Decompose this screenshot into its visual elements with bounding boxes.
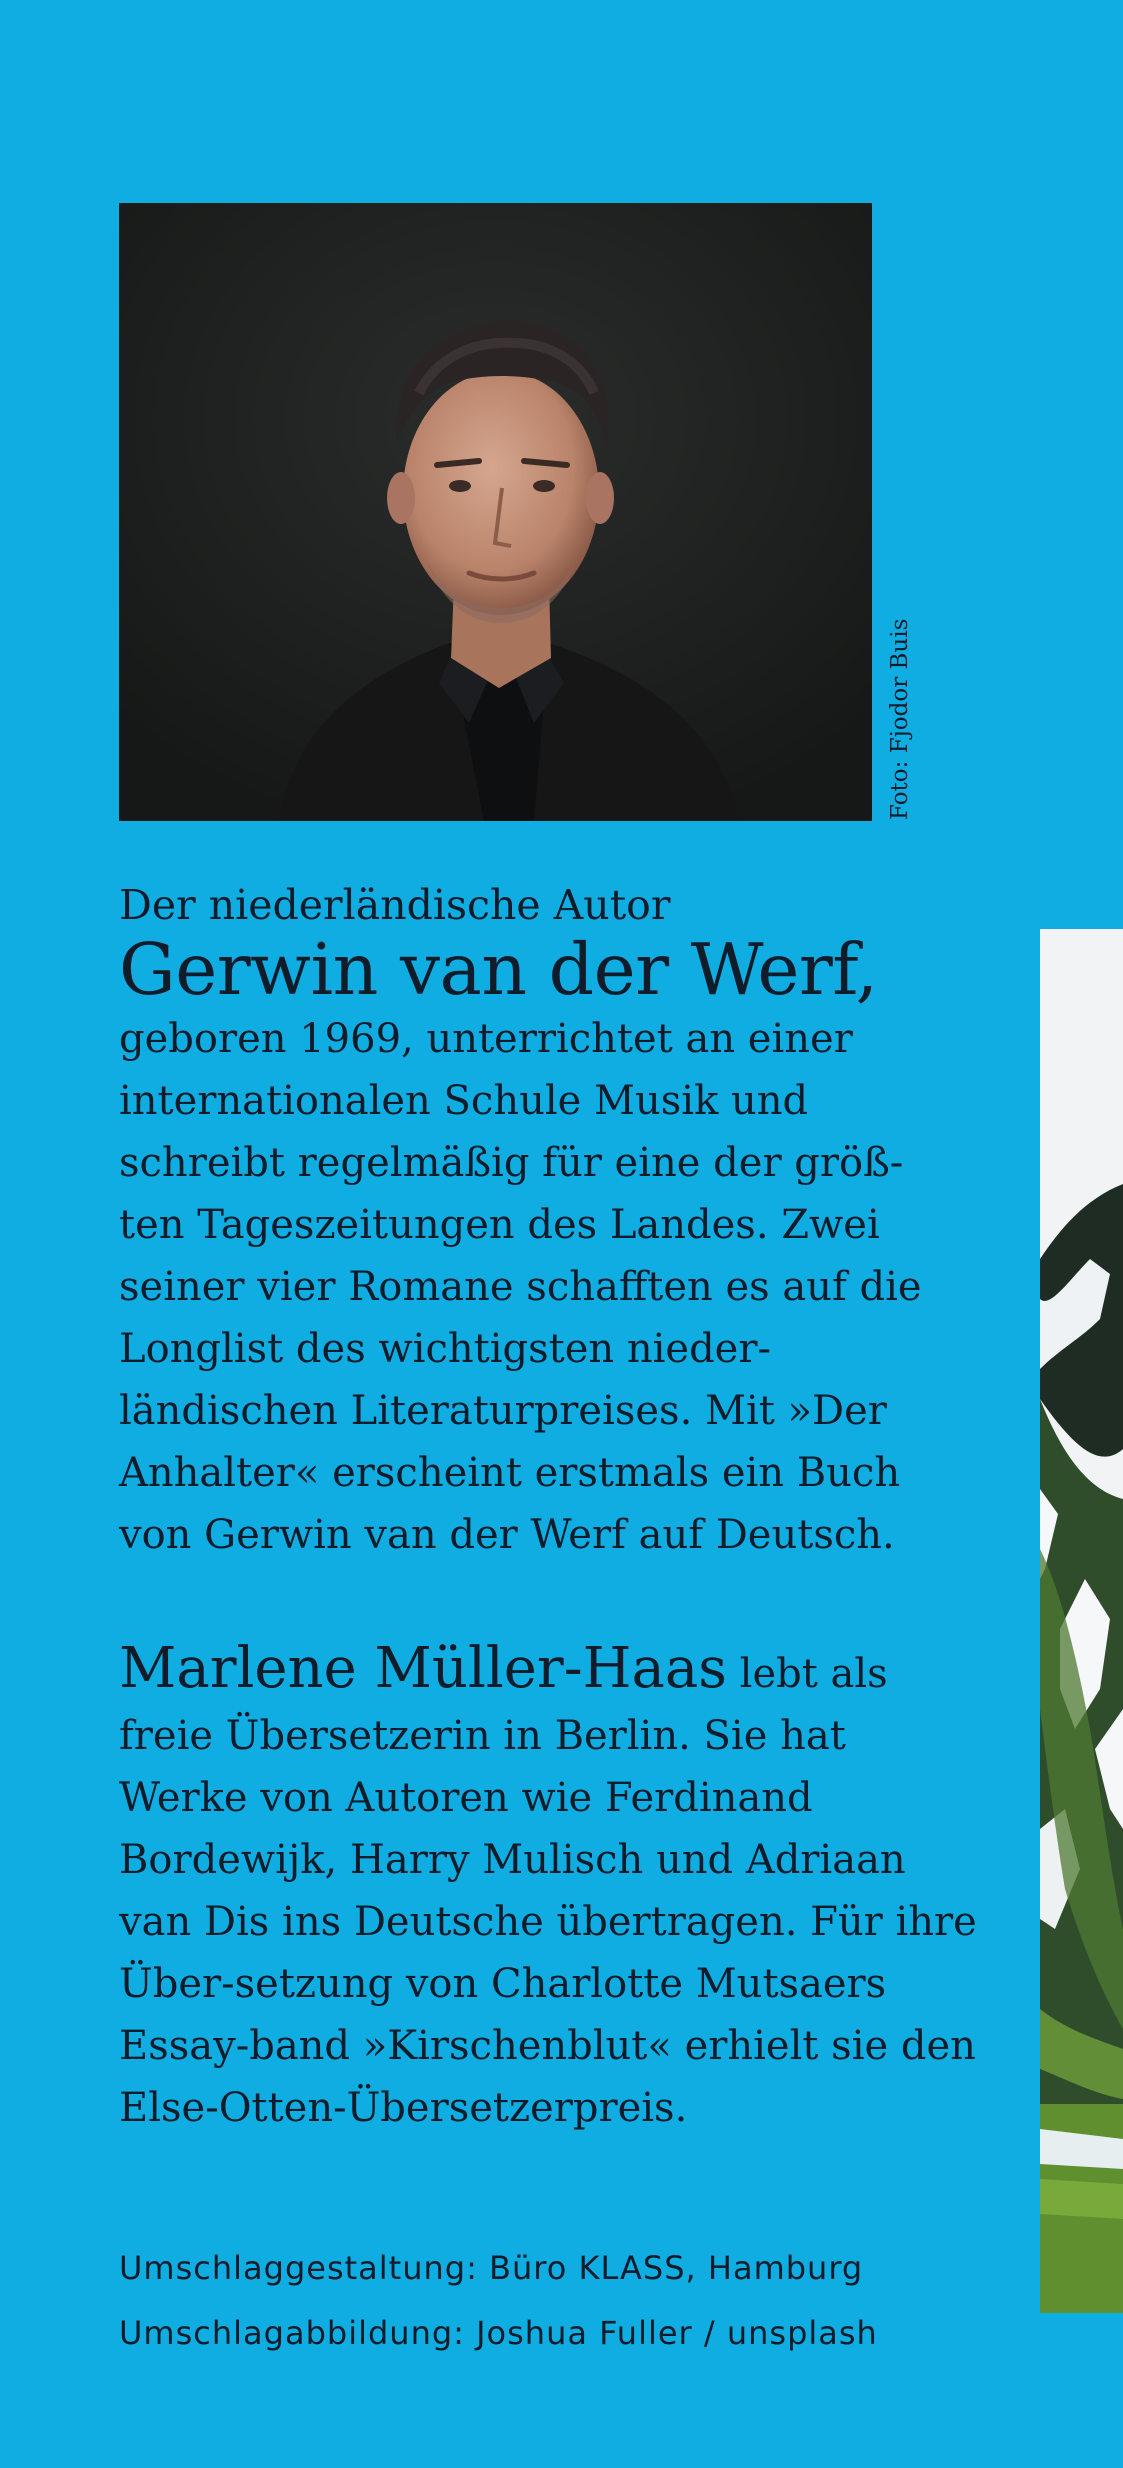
author-section	[119, 878, 959, 1568]
translator-name: Marlene Müller-Haas	[119, 1636, 727, 1701]
author-portrait-photo	[119, 203, 872, 821]
translator-section	[119, 1636, 979, 2131]
cover-credits	[119, 2249, 878, 2357]
cover-image-strip	[1040, 929, 1123, 2313]
author-name: Gerwin van der Werf,	[119, 928, 878, 1011]
photo-credit: Foto: Fjodor Buis	[887, 618, 913, 820]
cover-image-credit: Umschlagabbildung: Joshua Fuller / unsplash	[119, 2314, 878, 2352]
mountain-landscape-illustration	[1040, 929, 1123, 2313]
author-intro: Der niederländische Autor	[119, 881, 671, 929]
cover-design-credit: Umschlaggestaltung: Büro KLASS, Hamburg	[119, 2249, 864, 2287]
portrait-illustration	[119, 203, 872, 821]
author-bio: geboren 1969, unterrichtet an einer internationalen Schule Musik und schreibt regelmäßig für eine der größ-ten Tageszeitungen des Landes. Zwei seiner vier Romane schafften es auf die Longlist des wichtigsten nieder-ländischen Literaturpreises. Mit »Der Anhalter« erscheint erstmals ein Buch von Gerwin van der Werf auf Deutsch.	[119, 1016, 922, 1558]
translator-bio: lebt als freie Übersetzerin in Berlin. Sie hat Werke von Autoren wie Ferdinand Bordewijk, Harry Mulisch und Adriaan van Dis ins Deutsche übertragen. Für ihre Über-setzung von Charlotte Mutsaers Essay-band »Kirschenblut« erhielt sie den Else-Otten-Übersetzerpreis.	[119, 1651, 977, 2131]
